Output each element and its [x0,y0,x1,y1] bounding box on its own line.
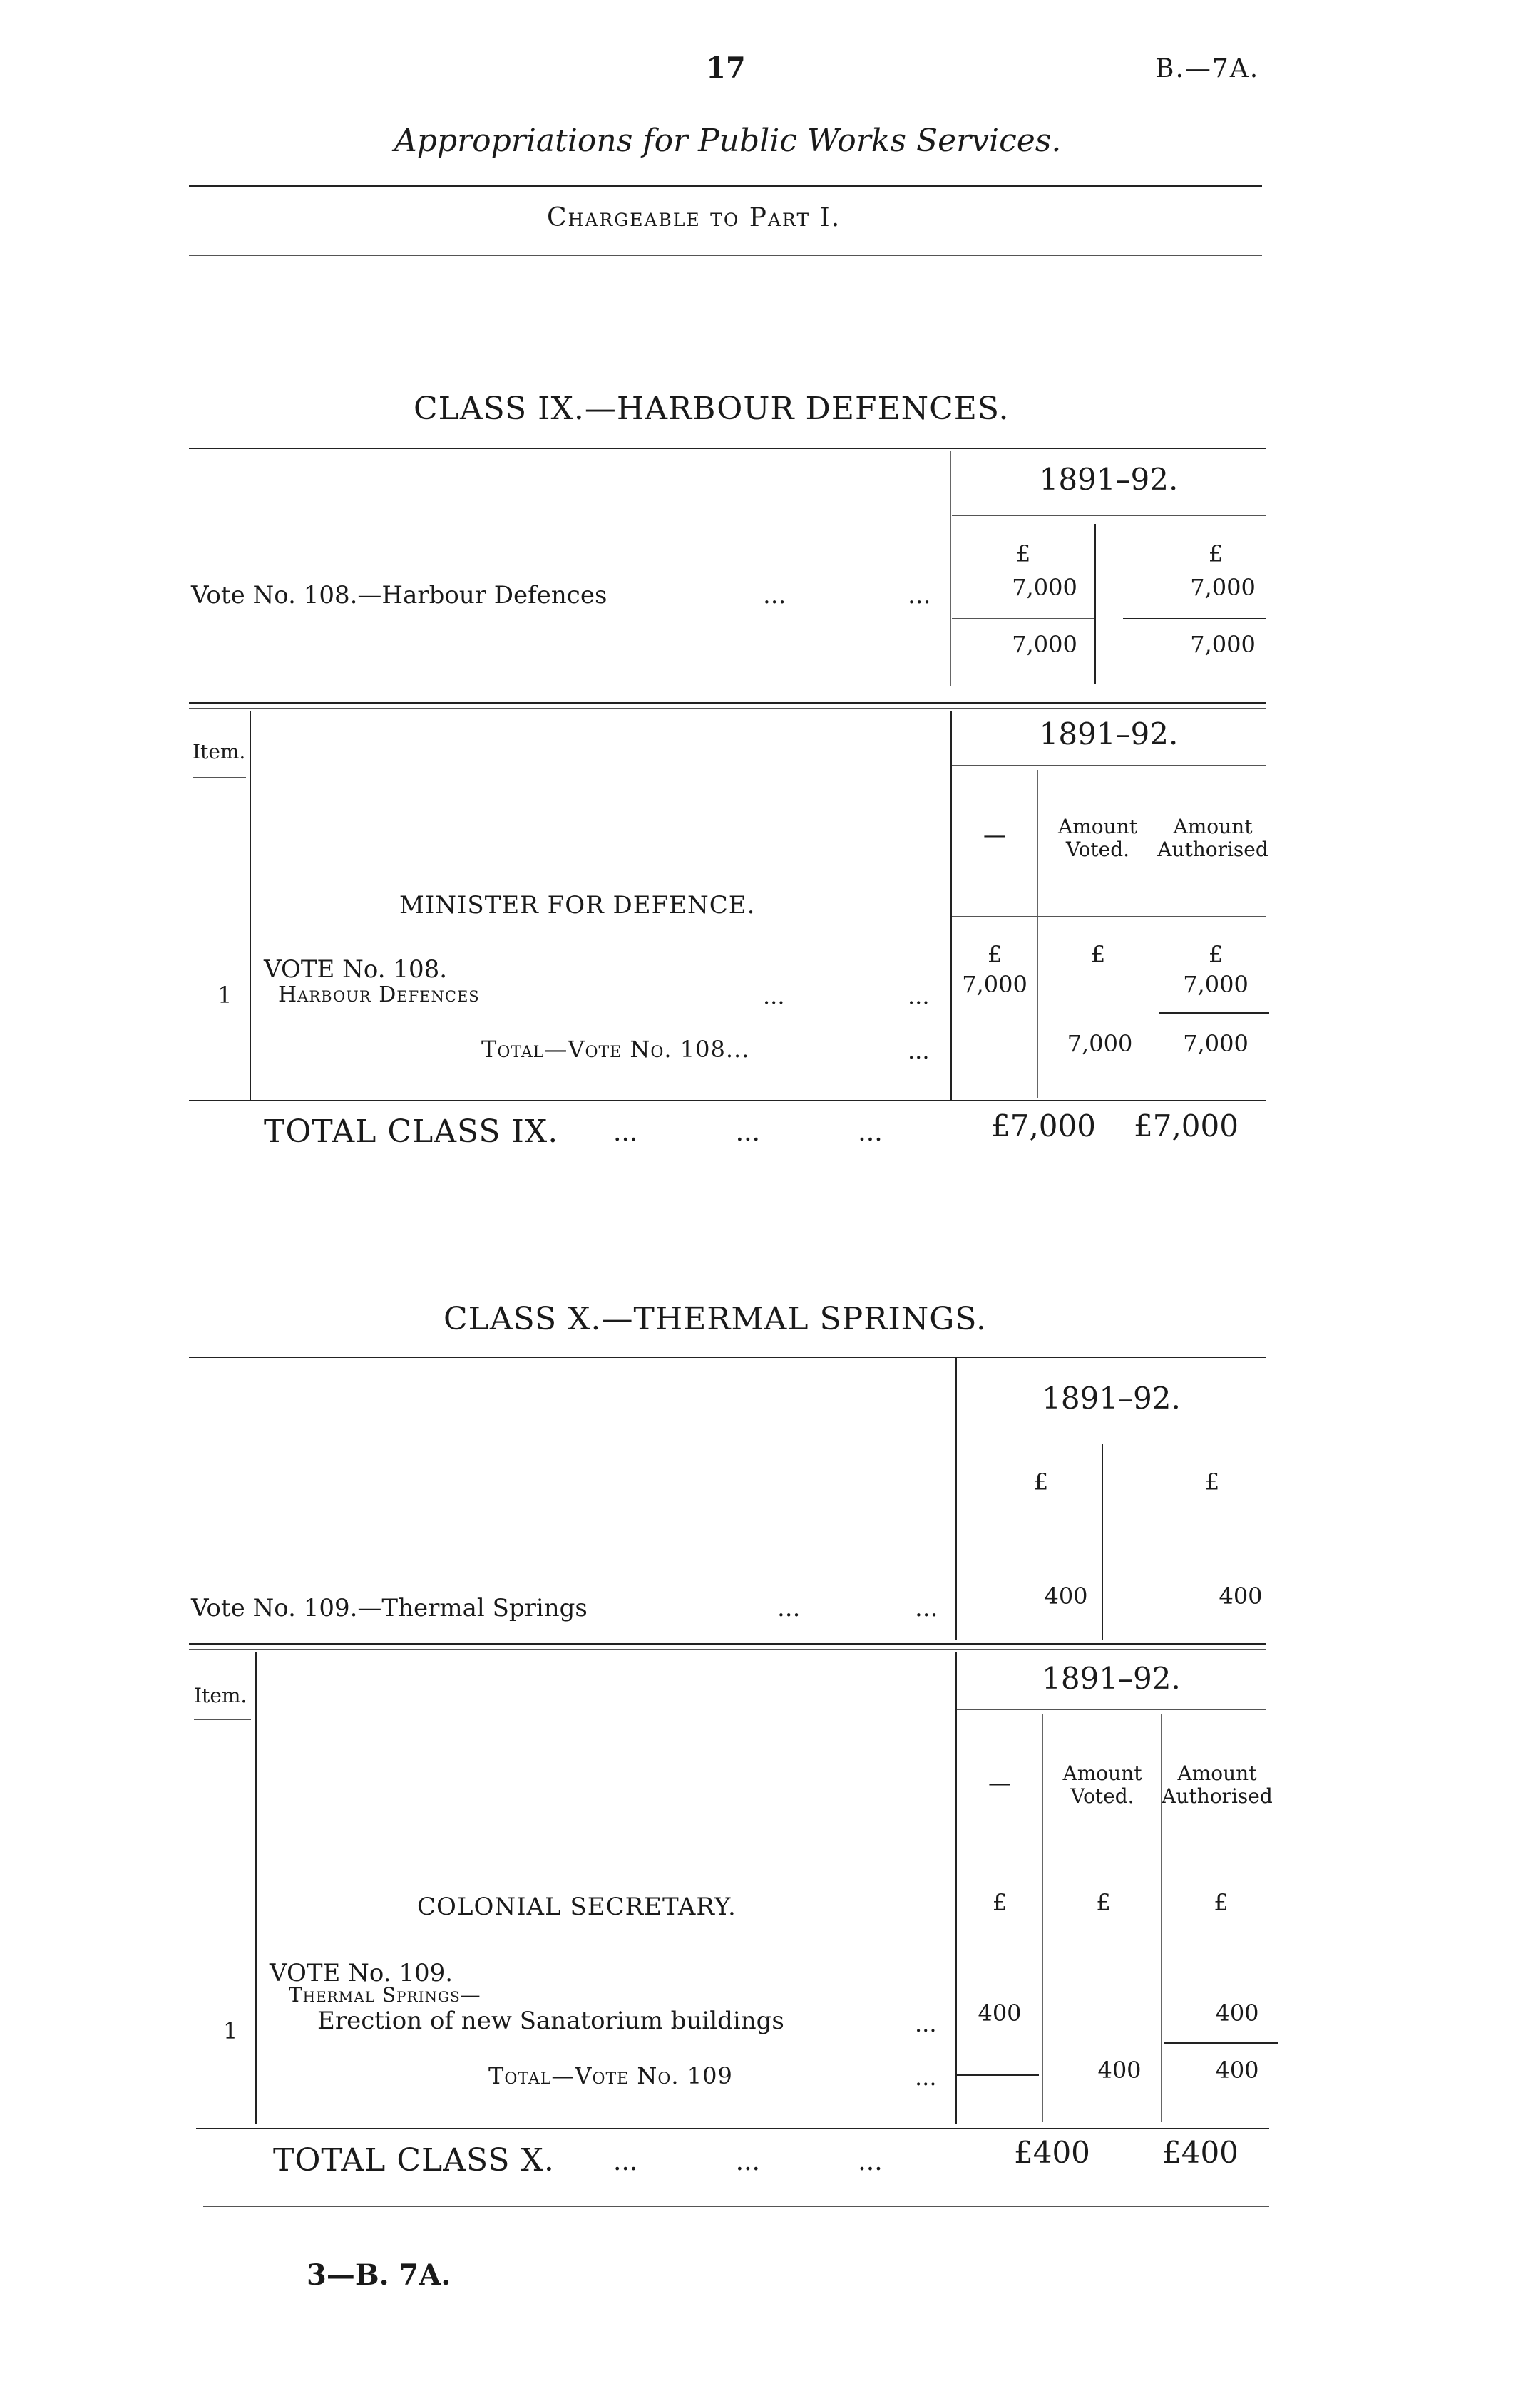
class-ix-total-col3: 7,000 [1183,1030,1249,1057]
class-ix-grand-total-authorised: £7,000 [1134,1108,1239,1143]
class-x-currency-c: £ [1214,1889,1229,1916]
class-ix-detail-year: 1891–92. [1039,716,1179,751]
class-x-vote-dots-1: ... [777,1594,801,1622]
class-ix-summary-currency-2: £ [1208,540,1224,567]
class-ix-total-dots: ... [908,1037,930,1064]
class-ix-summary-col1: 7,000 [1012,574,1077,601]
class-x-grand-total-dots: ... ... ... [613,2147,883,2176]
class-x-item-sum-rule [1164,2042,1278,2044]
class-x-amount-divider [955,1652,957,2124]
page-subtitle: Chargeable to Part I. [547,203,841,232]
class-ix-total-label: Total—Vote No. 108... [481,1036,750,1063]
class-x-total-col3: 400 [1215,2057,1259,2084]
class-x-col-authorised: Amount Authorised [1162,1761,1273,1808]
class-ix-summary-total-col2: 7,000 [1190,631,1256,658]
class-x-summary-rule-top [189,1357,1266,1358]
class-ix-item-sum-rule [1159,1012,1269,1014]
class-ix-currency-c: £ [1208,941,1224,968]
class-x-grand-total-rule-top [196,2128,1269,2129]
class-ix-detail-rule-top-1 [189,702,1266,704]
class-x-grand-total-rule-bottom [203,2206,1269,2207]
class-x-currency-a: £ [992,1889,1008,1916]
class-x-summary-currency-2: £ [1204,1468,1220,1496]
class-x-sub-heading: Thermal Springs— [289,1983,481,2007]
footer-signature: 3—B. 7A. [307,2258,451,2292]
class-ix-summary-total-col1: 7,000 [1012,631,1077,658]
class-ix-item-dots-1: ... [763,982,785,1009]
class-x-item-header-rule [194,1719,251,1720]
header-rule-top [189,185,1262,187]
class-ix-item-dots-2: ... [908,982,930,1009]
class-x-currency-b: £ [1096,1889,1111,1916]
class-ix-department: MINISTER FOR DEFENCE. [399,891,756,920]
class-x-summary-col1: 400 [1044,1583,1088,1610]
class-x-heading: CLASS X.—THERMAL SPRINGS. [444,1301,987,1337]
class-x-grand-total-label: TOTAL CLASS X. [273,2142,555,2178]
class-ix-grand-total-rule-top [189,1100,1266,1101]
class-ix-item-divider [250,711,251,1100]
class-ix-summary-sum-rule-1 [952,618,1094,619]
class-ix-summary-divider [950,451,951,686]
class-x-summary-currency-1: £ [1033,1468,1049,1496]
class-x-col-divider-1 [1042,1714,1043,2122]
class-ix-col-divider-1 [1037,770,1038,1098]
class-ix-amount-divider [950,711,952,1100]
class-x-item-col3: 400 [1215,2000,1259,2027]
class-ix-col-authorised: Amount Authorised [1157,815,1268,861]
class-ix-item-label: Harbour Defences [278,982,480,1007]
class-ix-vote-label: Vote No. 108.—Harbour Defences [191,581,607,609]
class-ix-summary-currency-1: £ [1015,540,1031,567]
class-ix-item-header-rule [193,777,246,778]
class-x-detail-rule-top-1 [189,1643,1266,1645]
class-ix-summary-year: 1891–92. [1039,462,1179,497]
class-ix-detail-rule-top-2 [189,708,1266,709]
class-ix-summary-rule-top [189,448,1266,449]
class-ix-vote-dots-1: ... [763,581,786,609]
class-x-total-col1-dash [957,2074,1039,2076]
class-ix-col-voted: Amount Voted. [1058,815,1137,861]
class-x-col-voted: Amount Voted. [1062,1761,1142,1808]
page-number: 17 [706,51,746,85]
class-x-item-label: Erection of new Sanatorium buildings [317,2007,784,2035]
class-ix-vote-dots-2: ... [908,581,931,609]
class-ix-grand-total-voted: £7,000 [991,1108,1096,1143]
class-ix-col-header-rule [952,916,1266,917]
class-ix-summary-year-rule [952,515,1266,516]
class-x-summary-col2: 400 [1219,1583,1263,1610]
class-ix-summary-col2: 7,000 [1190,574,1256,601]
class-x-total-dots: ... [915,2064,937,2091]
class-x-total-label: Total—Vote No. 109 [488,2062,733,2089]
class-x-item-number: 1 [223,2017,238,2044]
class-ix-item-col3: 7,000 [1183,971,1249,998]
class-ix-item-col1: 7,000 [962,971,1027,998]
class-x-vote-heading: VOTE No. 109. [270,1959,453,1987]
class-ix-currency-a: £ [987,941,1003,968]
class-x-item-col1: 400 [978,2000,1022,2027]
class-ix-total-col2: 7,000 [1067,1030,1133,1057]
class-x-grand-total-voted: £400 [1014,2135,1090,2170]
class-x-detail-year-rule [957,1709,1266,1710]
class-x-grand-total-authorised: £400 [1162,2135,1239,2170]
class-ix-vote-heading: VOTE No. 108. [264,955,448,984]
class-ix-heading: CLASS IX.—HARBOUR DEFENCES. [414,391,1010,427]
class-x-vote-dots-2: ... [915,1594,938,1622]
document-reference: B.—7A. [1155,54,1260,83]
class-ix-summary-col-divider [1094,524,1096,684]
class-ix-detail-year-rule [952,765,1266,766]
class-ix-grand-total-label: TOTAL CLASS IX. [264,1113,559,1150]
class-x-summary-year: 1891–92. [1042,1381,1181,1416]
class-ix-col-dash: — [983,821,1006,848]
class-ix-currency-b: £ [1090,941,1106,968]
class-x-vote-label: Vote No. 109.—Thermal Springs [191,1594,588,1622]
class-x-detail-year: 1891–92. [1042,1661,1181,1696]
class-x-total-col2: 400 [1097,2057,1142,2084]
class-ix-item-number: 1 [217,982,232,1009]
class-x-col-dash: — [988,1769,1011,1796]
class-x-item-header: Item. [194,1684,247,1707]
header-rule-bottom [189,255,1262,256]
class-x-detail-rule-top-2 [189,1649,1266,1650]
class-x-item-divider [255,1652,257,2124]
class-ix-summary-sum-rule-2 [1123,618,1266,619]
class-ix-item-header: Item. [193,740,246,763]
class-x-department: COLONIAL SECRETARY. [417,1893,737,1921]
class-x-item-dots: ... [915,2010,937,2037]
class-ix-grand-total-dots: ... ... ... [613,1118,883,1147]
page-title: Appropriations for Public Works Services. [394,123,1062,159]
